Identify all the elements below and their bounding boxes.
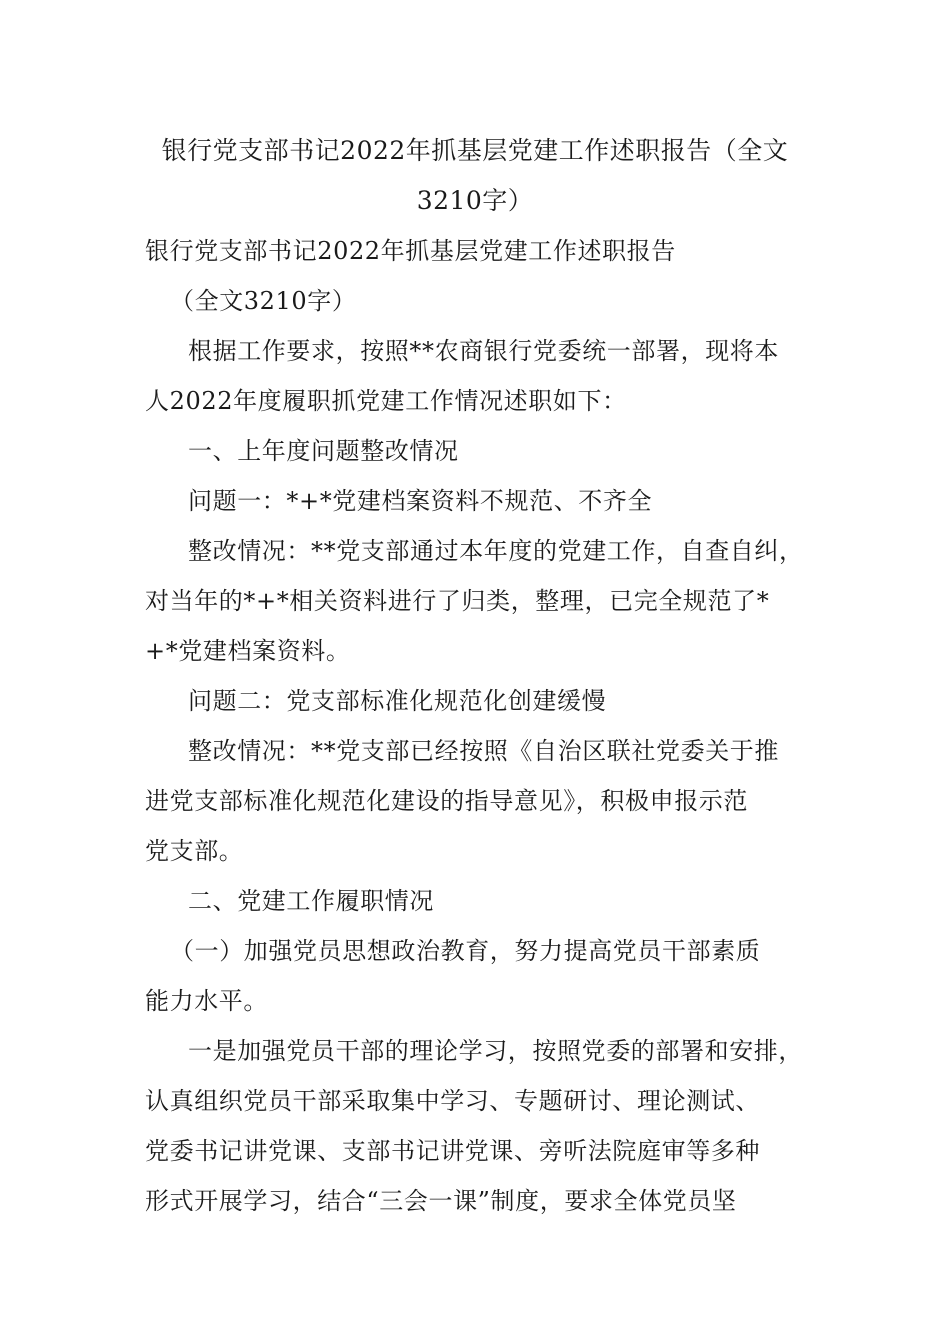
body-line: 形式开展学习，结合“三会一课”制度，要求全体党员坚	[145, 1187, 737, 1215]
document-title-line-1: 银行党支部书记2022年抓基层党建工作述职报告（全文	[161, 136, 789, 165]
subsection-heading: （一）加强党员思想政治教育，努力提高党员干部素质	[170, 937, 761, 965]
body-line: 整改情况：**党支部通过本年度的党建工作，自查自纠，	[188, 537, 804, 565]
subtitle-note: （全文3210字）	[170, 287, 357, 315]
body-line: 能力水平。	[145, 987, 268, 1015]
body-line: 一是加强党员干部的理论学习，按照党委的部署和安排，	[188, 1037, 803, 1065]
subtitle-line: 银行党支部书记2022年抓基层党建工作述职报告	[145, 237, 676, 265]
body-line: 人2022年度履职抓党建工作情况述职如下：	[145, 387, 627, 415]
document-title-line-2: 3210字）	[416, 186, 534, 215]
body-line: +*党建档案资料。	[145, 637, 351, 665]
body-line: 对当年的*+*相关资料进行了归类，整理，已完全规范了*	[145, 587, 770, 615]
body-line: 整改情况：**党支部已经按照《自治区联社党委关于推	[188, 737, 779, 765]
body-line: 认真组织党员干部采取集中学习、专题研讨、理论测试、	[145, 1087, 760, 1115]
body-line: 根据工作要求，按照**农商银行党委统一部署，现将本	[188, 337, 779, 365]
section-heading: 一、上年度问题整改情况	[188, 437, 459, 465]
body-line: 问题一：*+*党建档案资料不规范、不齐全	[188, 487, 653, 515]
body-line: 党委书记讲党课、支部书记讲党课、旁听法院庭审等多种	[145, 1137, 760, 1165]
body-line: 进党支部标准化规范化建设的指导意见》，积极申报示范	[145, 787, 748, 815]
body-line: 党支部。	[145, 837, 244, 865]
body-line: 问题二：党支部标准化规范化创建缓慢	[188, 687, 607, 715]
section-heading: 二、党建工作履职情况	[188, 887, 434, 915]
